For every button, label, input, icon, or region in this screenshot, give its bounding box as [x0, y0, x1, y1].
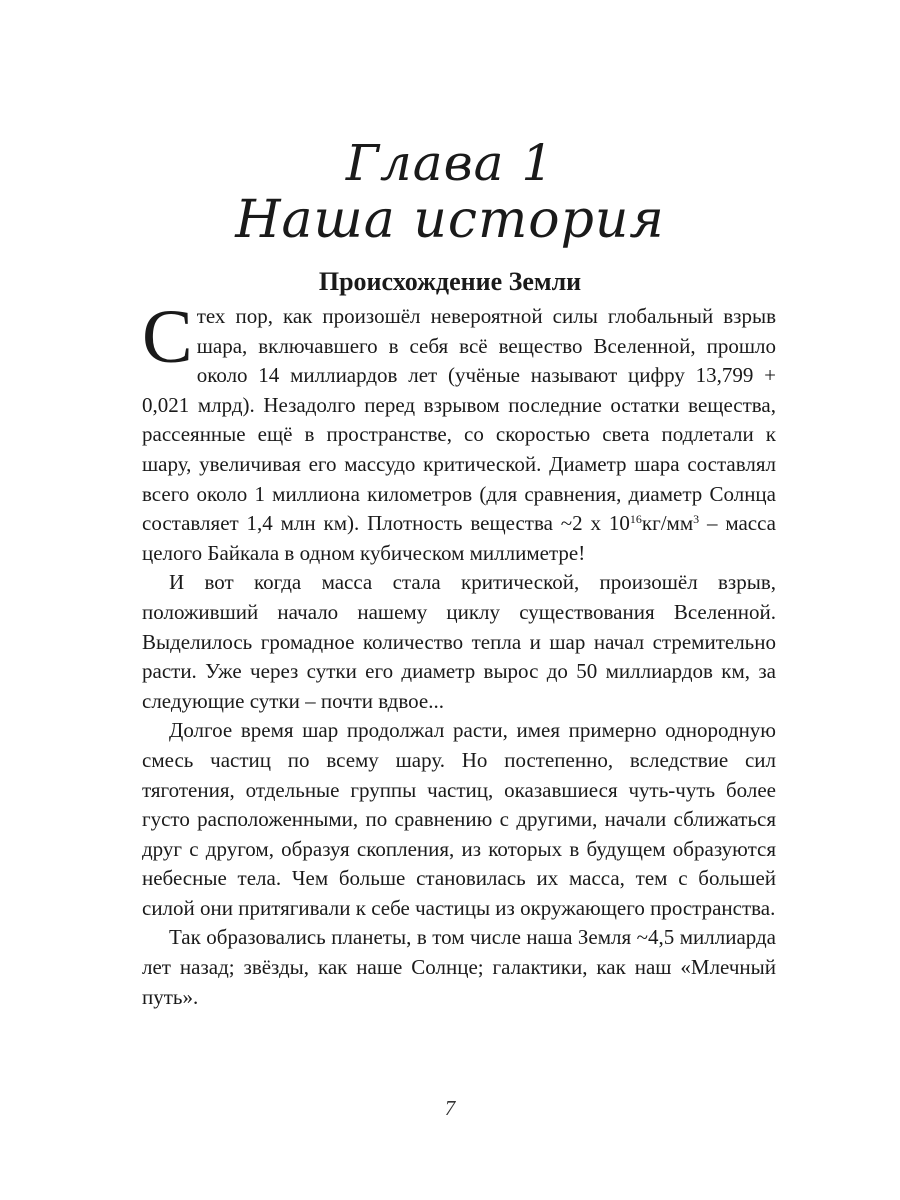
- paragraph-1-text: тех пор, как произошёл невероятной силы глобальный взрыв шара, включавшего в себя всё вещество Вселенной, прошло около 14 миллиардов лет (учёные называют цифру 13,799 + 0,021 млрд). Незадолго перед взрывом последние остатки вещества, рассеянные ещё в пространстве, со скоростью света подлетали к шару, увеличивая его массудо критической. Диаметр шара составлял всего около 1 миллиона километров (для сравнения, диаметр Солнца составляет 1,4 млн км). Плотность вещества ~2 х 10: [142, 304, 776, 536]
- body-text: [142, 295, 777, 1012]
- paragraph-1: [142, 295, 777, 568]
- paragraph-2: И вот когда масса стала критической, произошёл взрыв, положивший начало нашему циклу существования Вселенной. Выделилось громадное количество тепла и шар начал стремительно расти. Уже через сутки его диаметр вырос до 50 миллиардов км, за следующие сутки – почти вдвое...: [142, 570, 776, 713]
- section-heading: Происхождение Земли: [318, 267, 582, 296]
- drop-cap: С: [142, 295, 193, 379]
- exponent-16: 16: [629, 512, 642, 527]
- chapter-title: Наша история: [235, 190, 665, 250]
- chapter-label: Глава 1: [345, 134, 555, 192]
- density-unit: кг/мм: [641, 511, 694, 536]
- paragraph-1-ending: – масса целого Байкала в одном кубическом миллиметре!: [142, 511, 777, 565]
- paragraph-3: Долгое время шар продолжал расти, имея примерно однородную смесь частиц по всему шару. Но постепенно, вследствие сил тяготения, отдельные группы частиц, оказавшиеся чуть-чуть более густо расположенными, по сравнению с другими, начали сближаться друг с другом, образуя скопления, из которых в будущем образуются небесные тела. Чем больше становилась их масса, тем с большей силой они притягивали к себе частицы из окружающего пространства.: [142, 718, 776, 920]
- paragraph-4: Так образовались планеты, в том числе наша Земля ~4,5 миллиарда лет назад; звёзды, как наше Солнце; галактики, как наш «Млечный путь».: [142, 925, 776, 1009]
- exponent-3: 3: [693, 512, 700, 527]
- page-number: 7: [444, 1096, 456, 1120]
